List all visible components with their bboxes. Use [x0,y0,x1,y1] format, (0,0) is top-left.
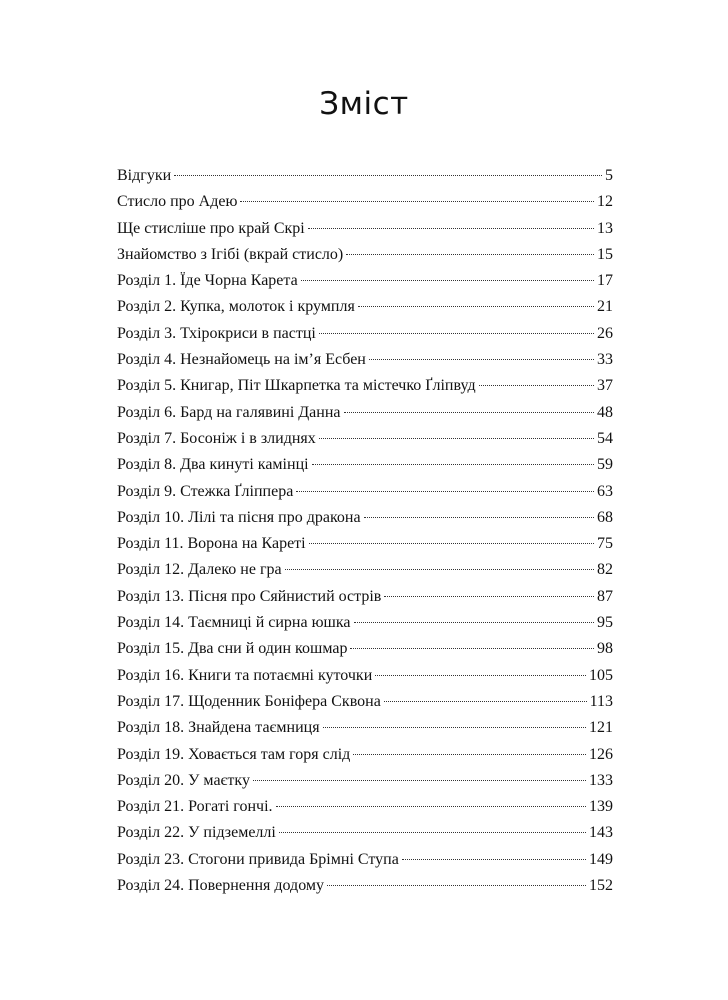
toc-entry-label: Розділ 17. Щоденник Боніфера Сквона [117,692,381,710]
toc-leader-dots [319,333,594,334]
toc-entry [117,557,613,583]
toc-entry [117,163,613,189]
toc-entry [117,636,613,662]
toc-entry-page-number: 17 [597,272,613,290]
toc-entry-page-number: 5 [605,167,613,184]
toc-entry-label: Розділ 11. Ворона на Кареті [117,535,306,553]
toc-leader-dots [346,254,594,255]
toc-entry-label: Розділ 19. Ховається там горя слід [117,745,351,763]
toc-entry-label: Знайомство з Ігібі (вкрай стисло) [117,245,344,263]
toc-leader-dots [174,175,602,176]
toc-entry-page-number: 37 [597,377,613,395]
toc-leader-dots [375,675,586,676]
toc-leader-dots [354,622,595,623]
toc-leader-dots [309,543,594,544]
toc-entry [117,321,613,347]
toc-entry [117,479,613,505]
toc-entry-page-number: 63 [597,482,613,500]
toc-entry-label: Розділ 15. Два сни й один кошмар [117,640,348,658]
toc-leader-dots [279,832,586,833]
toc-entry-page-number: 95 [597,614,613,632]
toc-entry [117,400,613,426]
toc-entry-label: Розділ 23. Стогони привида Брімні Ступа [117,850,399,868]
toc-entry-page-number: 59 [597,456,613,474]
toc-leader-dots [364,517,594,518]
toc-entry [117,294,613,320]
toc-entry-page-number: 143 [589,824,613,842]
toc-leader-dots [301,280,594,281]
toc-entry [117,505,613,531]
toc-entry-page-number: 126 [589,745,613,763]
toc-entry [117,663,613,689]
toc-entry-page-number: 54 [597,429,613,447]
toc-entry-label: Розділ 14. Таємниці й сирна юшка [117,614,351,632]
toc-entry [117,847,613,873]
toc-entry-label: Розділ 6. Бард на галявині Данна [117,403,341,421]
toc-entry [117,820,613,846]
toc-entry-label: Розділ 9. Стежка Ґліппера [117,482,294,500]
toc-leader-dots [319,438,594,439]
toc-entry [117,794,613,820]
toc-entry-label: Ще стисліше про край Скрі [117,219,305,237]
toc-entry-page-number: 26 [597,324,613,342]
toc-entry-label: Розділ 22. У підземеллі [117,824,276,842]
toc-entry [117,768,613,794]
toc-leader-dots [312,464,594,465]
toc-entry-page-number: 149 [589,850,613,868]
toc-entry-page-number: 21 [597,298,613,316]
toc-entry-page-number: 133 [589,771,613,789]
toc-entry [117,873,613,899]
toc-entry [117,426,613,452]
toc-entry-page-number: 33 [597,351,613,369]
toc-leader-dots [358,306,594,307]
toc-leader-dots [296,491,594,492]
toc-leader-dots [285,569,594,570]
toc-entry-page-number: 152 [589,877,613,895]
toc-entry-page-number: 12 [597,193,613,211]
toc-leader-dots [350,648,594,649]
toc-entry-page-number: 139 [589,798,613,816]
toc-entry [117,373,613,399]
toc-entry-label: Розділ 16. Книги та потаємні куточки [117,666,373,684]
toc-entry-page-number: 121 [589,719,613,737]
toc-entry-label: Розділ 4. Незнайомець на ім’я Есбен [117,351,366,369]
toc-entry-label: Розділ 8. Два кинуті камінці [117,456,309,474]
toc-entry [117,531,613,557]
toc-entry [117,452,613,478]
toc-leader-dots [353,754,586,755]
toc-entry-page-number: 75 [597,535,613,553]
toc-entry-page-number: 15 [597,245,613,263]
toc-entry [117,242,613,268]
toc-entry-label: Розділ 18. Знайдена таємниця [117,719,320,737]
toc-entry-page-number: 98 [597,640,613,658]
toc-entry [117,689,613,715]
toc-entry-page-number: 13 [597,219,613,237]
toc-entry [117,610,613,636]
toc-entry [117,216,613,242]
toc-leader-dots [276,806,586,807]
toc-entry [117,742,613,768]
toc-entry-label: Розділ 12. Далеко не гра [117,561,282,579]
toc-entry [117,715,613,741]
page-title: Зміст [319,86,409,122]
table-of-contents [117,163,613,899]
toc-entry [117,347,613,373]
toc-leader-dots [308,228,594,229]
toc-leader-dots [384,596,594,597]
toc-entry-label: Розділ 21. Рогаті гончі. [117,798,273,816]
toc-leader-dots [240,201,594,202]
toc-leader-dots [344,412,595,413]
toc-entry-label: Розділ 5. Книгар, Піт Шкарпетка та містечко Ґліпвуд [117,377,476,395]
toc-entry-label: Відгуки [117,167,172,184]
toc-entry [117,189,613,215]
toc-entry-label: Розділ 2. Купка, молоток і крумпля [117,298,355,316]
toc-entry-label: Розділ 20. У маєтку [117,771,250,789]
toc-entry-page-number: 48 [597,403,613,421]
toc-leader-dots [323,727,586,728]
toc-entry-page-number: 87 [597,587,613,605]
toc-entry-label: Розділ 7. Босоніж і в злиднях [117,429,316,447]
toc-entry-page-number: 105 [589,666,613,684]
toc-entry-page-number: 113 [589,692,613,710]
toc-entry-label: Розділ 10. Лілі та пісня про дракона [117,508,361,526]
toc-leader-dots [384,701,587,702]
toc-leader-dots [327,885,586,886]
toc-entry-label: Розділ 24. Повернення додому [117,877,325,895]
toc-leader-dots [402,859,586,860]
toc-entry [117,268,613,294]
toc-leader-dots [479,385,594,386]
toc-leader-dots [369,359,594,360]
toc-entry-page-number: 68 [597,508,613,526]
toc-entry-label: Розділ 1. Їде Чорна Карета [117,272,298,290]
toc-leader-dots [253,780,586,781]
toc-entry-label: Стисло про Адею [117,193,238,211]
toc-entry-label: Розділ 13. Пісня про Сяйнистий острів [117,587,382,605]
toc-entry-label: Розділ 3. Тхірокриси в пастці [117,324,316,342]
toc-entry [117,584,613,610]
toc-entry-page-number: 82 [597,561,613,579]
